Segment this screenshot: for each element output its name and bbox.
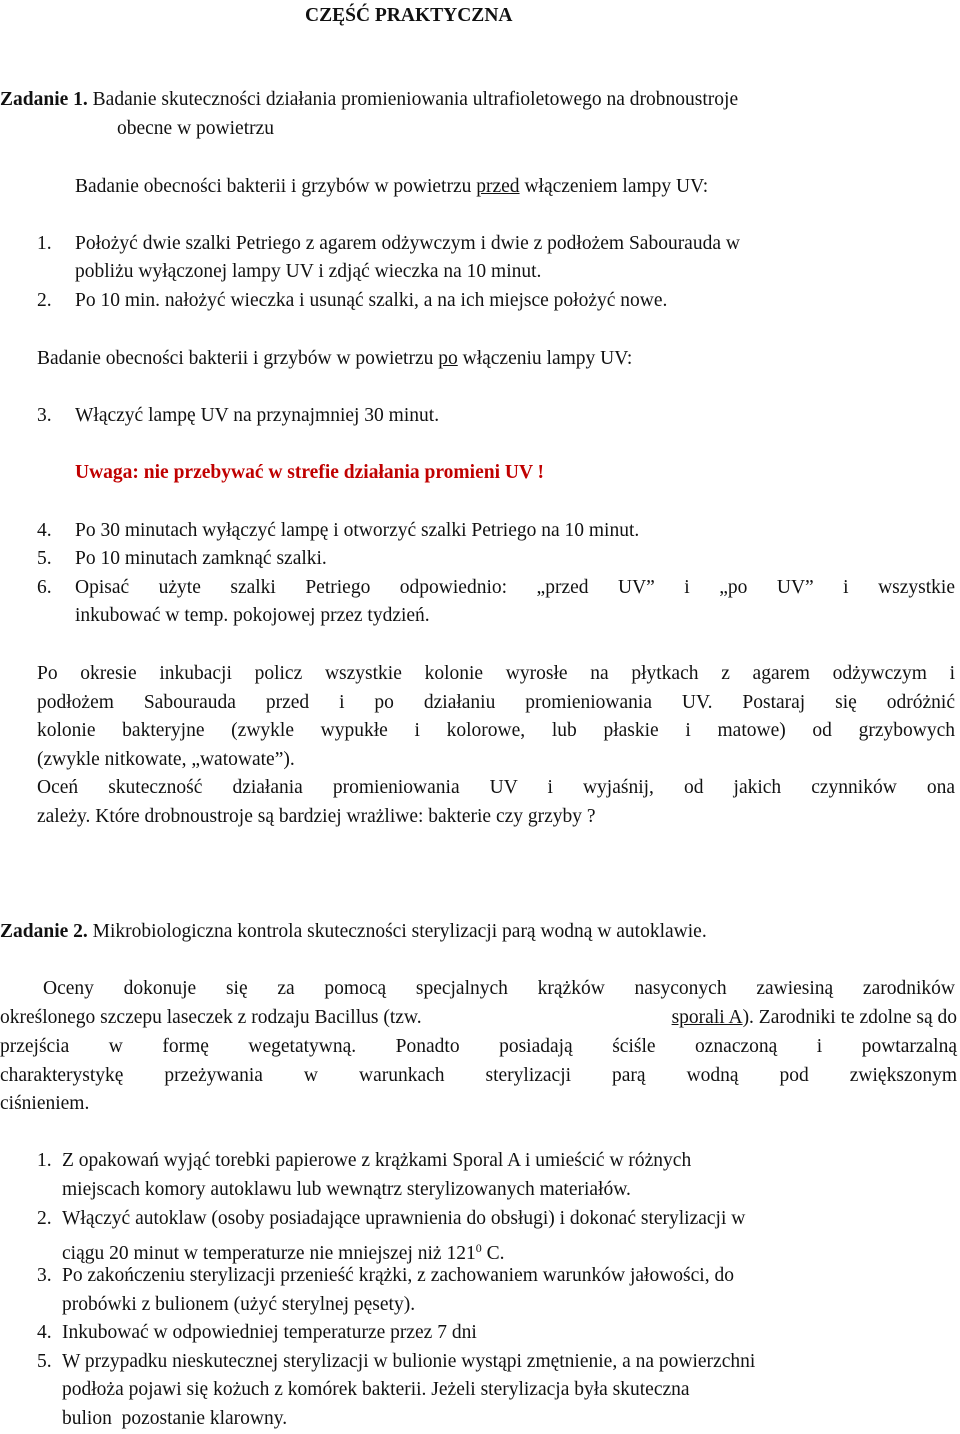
- step-number: 3.: [37, 1265, 52, 1286]
- step-number: 4.: [37, 1322, 52, 1343]
- step-number: 1.: [37, 233, 52, 254]
- task2-title: [0, 920, 707, 944]
- step-text: Położyć dwie szalki Petriego z agarem odżywczym i dwie z podłożem Sabourauda w: [75, 233, 740, 254]
- task2-title-text: Mikrobiologiczna kontrola skuteczności sterylizacji parą wodną w autoklawie.: [92, 921, 707, 942]
- paragraph-line: Po okresie inkubacji policz wszystkie kolonie wyrosłe na płytkach z agarem odżywczym i: [37, 663, 955, 684]
- paragraph-line: podłożem Sabourauda przed i po działaniu promieniowania UV. Postaraj się odróżnić: [37, 692, 955, 713]
- paragraph-line: Oceń skuteczność działania promieniowania UV i wyjaśnij, od jakich czynników ona: [37, 777, 955, 798]
- step2-text-post: C.: [481, 1243, 505, 1264]
- paragraph-line: zależy. Które drobnoustroje są bardziej wrażliwe: bakterie czy grzyby ?: [37, 806, 596, 827]
- step-text: Po zakończeniu sterylizacji przenieść krążki, z zachowaniem warunków jałowości, do: [62, 1265, 734, 1286]
- paragraph-line: charakterystykę przeżywania w warunkach sterylizacji parą wodną pod zwiększonym: [0, 1065, 957, 1086]
- para2-pre: określonego szczepu laseczek z rodzaju Bacillus (tzw.: [0, 1007, 422, 1028]
- step-text: pobliżu wyłączonej lampy UV i zdjąć wieczka na 10 minut.: [75, 261, 542, 282]
- step-number: 5.: [37, 1351, 52, 1372]
- page-title: CZĘŚĆ PRAKTYCZNA: [305, 5, 513, 26]
- step-text: miejscach komory autoklawu lub wewnątrz sterylizowanych materiałów.: [62, 1179, 631, 1200]
- task1-subheading-before: [75, 175, 708, 199]
- sub1-post: włączeniem lampy UV:: [519, 176, 709, 197]
- paragraph-line: przejścia w formę wegetatywną. Ponadto posiadają ściśle oznaczoną i powtarzalną: [0, 1036, 957, 1057]
- step-text: W przypadku nieskutecznej sterylizacji w bulionie wystąpi zmętnienie, a na powierzchni: [62, 1351, 756, 1372]
- task1-label: Zadanie 1.: [0, 89, 88, 110]
- task1-title: [0, 88, 738, 112]
- step2-text-pre: ciągu 20 minut w temperaturze nie mniejszej niż 121: [62, 1243, 476, 1264]
- task1-title-line1: Badanie skuteczności działania promieniowania ultrafioletowego na drobnoustroje: [92, 89, 739, 110]
- step-text: Po 30 minutach wyłączyć lampę i otworzyć szalki Petriego na 10 minut.: [75, 520, 640, 541]
- step-text: probówki z bulionem (użyć sterylnej pęsety).: [62, 1294, 416, 1315]
- step-text: bulion pozostanie klarowny.: [62, 1408, 288, 1429]
- sub1-pre: Badanie obecności bakterii i grzybów w powietrzu: [75, 176, 477, 197]
- sub2-pre: Badanie obecności bakterii i grzybów w powietrzu: [37, 348, 439, 369]
- step-number: 6.: [37, 577, 52, 598]
- warning-text: Uwaga: nie przebywać w strefie działania promieni UV !: [75, 462, 545, 483]
- step-number: 3.: [37, 405, 52, 426]
- step-number: 1.: [37, 1150, 52, 1171]
- paragraph-line: kolonie bakteryjne (zwykle wypukłe i kolorowe, lub płaskie i matowe) od grzybowych: [37, 720, 955, 741]
- step-number: 5.: [37, 548, 52, 569]
- step-number: 4.: [37, 520, 52, 541]
- para2-post: ). Zarodniki te zdolne są do: [742, 1007, 957, 1028]
- paragraph-line: (zwykle nitkowate, „watowate”).: [37, 749, 295, 770]
- step-text: Z opakowań wyjąć torebki papierowe z krążkami Sporal A i umieścić w różnych: [62, 1150, 692, 1171]
- task1-title-line2: obecne w powietrzu: [117, 118, 275, 139]
- step-text: Inkubować w odpowiedniej temperaturze przez 7 dni: [62, 1322, 477, 1343]
- step-text: Włączyć autoklaw (osoby posiadające uprawnienia do obsługi) i dokonać sterylizacji w: [62, 1208, 746, 1229]
- step-text: Włączyć lampę UV na przynajmniej 30 minut.: [75, 405, 440, 426]
- paragraph-line: [0, 1006, 957, 1030]
- step-text: [62, 1236, 504, 1266]
- step-text: podłoża pojawi się kożuch z komórek bakterii. Jeżeli sterylizacja była skuteczna: [62, 1379, 690, 1400]
- sub1-underlined: przed: [476, 176, 520, 197]
- step-number: 2.: [37, 290, 52, 311]
- step-text: Po 10 min. nałożyć wieczka i usunąć szalki, a na ich miejsce położyć nowe.: [75, 290, 668, 311]
- paragraph-line: ciśnieniem.: [0, 1093, 90, 1114]
- task2-label: Zadanie 2.: [0, 921, 88, 942]
- step-number: 2.: [37, 1208, 52, 1229]
- paragraph-line: Oceny dokonuje się za pomocą specjalnych krążków nasyconych zawiesiną zarodników: [43, 978, 955, 999]
- step-text: Po 10 minutach zamknąć szalki.: [75, 548, 327, 569]
- sub2-post: włączeniu lampy UV:: [457, 348, 633, 369]
- para2-underlined: sporali A: [671, 1007, 743, 1028]
- step-text: inkubować w temp. pokojowej przez tydzień.: [75, 605, 430, 626]
- step-text: Opisać użyte szalki Petriego odpowiednio: „przed UV” i „po UV” i wszystkie: [75, 577, 955, 598]
- task1-subheading-after: [37, 347, 632, 371]
- sub2-underlined: po: [438, 348, 458, 369]
- degree-superscript: 0: [475, 1241, 482, 1255]
